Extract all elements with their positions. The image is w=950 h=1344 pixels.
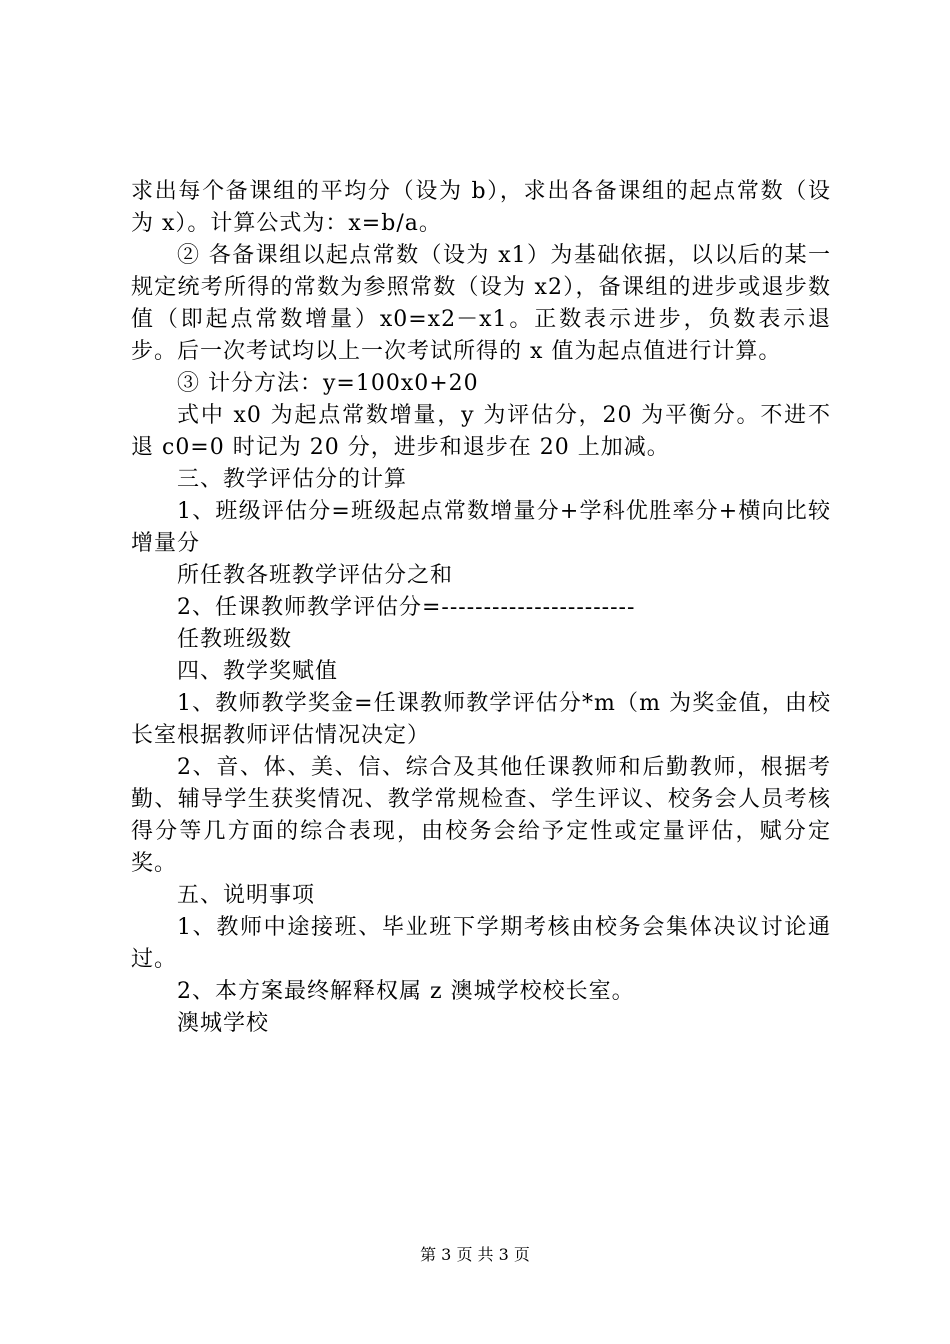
paragraph-average-score: 求出每个备课组的平均分（设为 b），求出各备课组的起点常数（设为 x）。计算公式为：x=b/a。 (131, 179, 831, 236)
paragraph-note-1: 1、教师中途接班、毕业班下学期考核由校务会集体决议讨论通过。 (131, 915, 831, 972)
page-footer: 第 3 页 共 3 页 (420, 1245, 530, 1264)
paragraph-teacher-score: 2、任课教师教学评估分=----------------------- (177, 595, 636, 620)
paragraph-bonus: 1、教师教学奖金=任课教师教学评估分*m（m 为奖金值，由校长室根据教师评估情况决定） (131, 691, 831, 748)
paragraph-note-2: 2、本方案最终解释权属 z 澳城学校校长室。 (177, 979, 635, 1004)
paragraph-scoring-method: ③ 计分方法：y=100x0+20 (177, 371, 479, 396)
document-body (131, 176, 831, 1040)
signature-school-name: 澳城学校 (177, 1011, 270, 1036)
fraction-numerator: 所任教各班教学评估分之和 (177, 563, 454, 588)
paragraph-class-score: 1、班级评估分=班级起点常数增量分+学科优胜率分+横向比较增量分 (131, 499, 831, 556)
fraction-denominator: 任教班级数 (177, 627, 293, 652)
paragraph-other-teachers: 2、音、体、美、信、综合及其他任课教师和后勤教师，根据考勤、辅导学生获奖情况、教学常规检查、学生评议、校务会人员考核得分等几方面的综合表现，由校务会给予定性或定量评估，赋分定奖。 (131, 755, 831, 876)
section-heading-3: 三、教学评估分的计算 (177, 467, 408, 492)
paragraph-starting-constant: ② 各备课组以起点常数（设为 x1）为基础依据，以以后的某一规定统考所得的常数为参照常数（设为 x2），备课组的进步或退步数值（即起点常数增量）x0=x2－x1。正数表示进步，负数表示退步。后一次考试均以上一次考试所得的 x 值为起点值进行计算。 (131, 243, 831, 364)
section-heading-5: 五、说明事项 (177, 883, 316, 908)
paragraph-formula-explanation: 式中 x0 为起点常数增量，y 为评估分，20 为平衡分。不进不退 c0=0 时记为 20 分，进步和退步在 20 上加减。 (131, 403, 831, 460)
section-heading-4: 四、教学奖赋值 (177, 659, 339, 684)
